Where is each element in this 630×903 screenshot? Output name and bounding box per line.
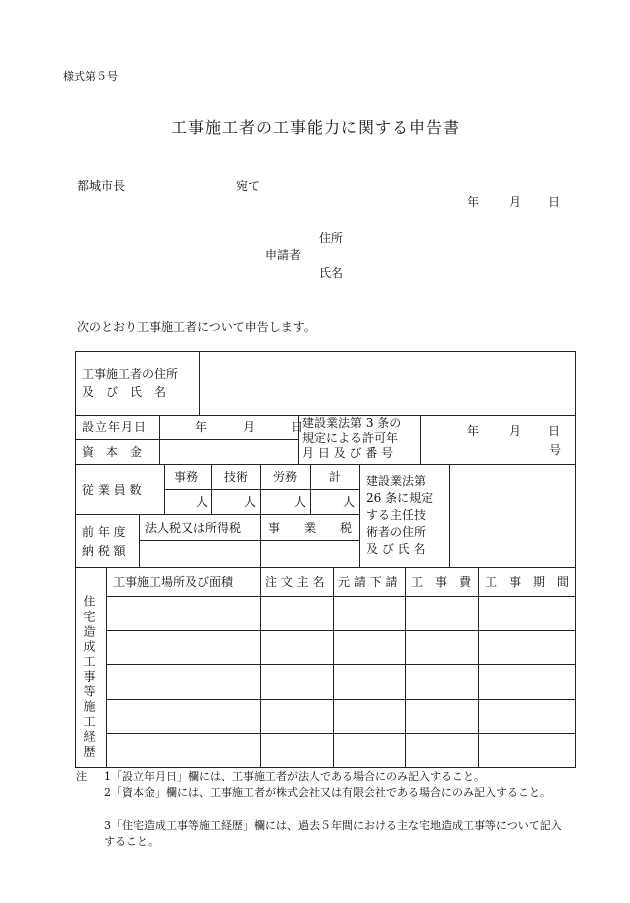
date-month: 月 xyxy=(509,195,522,209)
history-col-place: 工事施工場所及び面積 xyxy=(113,575,234,589)
emp-unit-tech: 人 xyxy=(244,495,257,509)
emp-unit-office: 人 xyxy=(196,495,209,509)
permit-number: 号 xyxy=(549,443,562,457)
note-2: 2「資本金」欄には、工事施工者が株式会社又は有限会社である場合にのみ記入すること。 xyxy=(104,786,551,799)
permit-label-l3: 月 日 及 び 番 号 xyxy=(302,446,394,460)
chief-label-l5: 及 び 氏 名 xyxy=(366,542,426,556)
tax-corporate-label: 法人税又は所得税 xyxy=(145,521,242,535)
form-number: 様式第５号 xyxy=(63,70,118,83)
chief-label-l3: する主任技 xyxy=(366,508,427,522)
page-title: 工事施工者の工事能力に関する申告書 xyxy=(171,118,461,137)
chief-label-l4: 術者の住所 xyxy=(366,525,427,539)
contractor-label-l2: 及 び 氏 名 xyxy=(82,385,167,399)
permit-year: 年 xyxy=(467,424,480,438)
capital-label: 資 本 金 xyxy=(82,445,143,459)
notes-prefix: 注 xyxy=(76,770,87,783)
note-1: 1「設立年月日」欄には、工事施工者が法人である場合にのみ記入すること。 xyxy=(104,770,485,783)
note-3: 3「住宅造成工事等施工経歴」欄には、過去５年間における主な宅地造成工事等について記入すること。 xyxy=(104,819,562,848)
chief-field[interactable] xyxy=(450,465,575,567)
history-col-contract: 元 請 下 請 xyxy=(338,575,398,589)
permit-day: 日 xyxy=(548,424,561,438)
contractor-label-l1: 工事施工者の住所 xyxy=(82,367,179,381)
emp-unit-total: 人 xyxy=(343,495,356,509)
permit-month: 月 xyxy=(509,424,522,438)
tax-label-l2: 納 税 額 xyxy=(82,544,126,558)
chief-label-l1: 建設業法第 xyxy=(366,474,427,488)
date-day: 日 xyxy=(548,195,561,209)
date-year: 年 xyxy=(467,195,480,209)
emp-col-total: 計 xyxy=(329,470,342,484)
tax-label-l1: 前 年 度 xyxy=(82,525,126,539)
history-label: 住宅造成工事等施工経歴 xyxy=(82,595,96,760)
addressee: 都城市長 xyxy=(77,179,126,193)
permit-label-l1: 建設業法第 3 条の xyxy=(302,416,402,430)
emp-col-office: 事務 xyxy=(174,470,199,484)
chief-label-l2: 26 条に規定 xyxy=(366,491,434,505)
capital-field[interactable] xyxy=(160,440,298,464)
addressee-suffix: 宛て xyxy=(236,179,261,193)
applicant-label: 申請者 xyxy=(265,248,302,262)
address-label: 住所 xyxy=(319,231,344,245)
name-label: 氏名 xyxy=(319,266,344,280)
intro-text: 次のとおり工事施工者について申告します。 xyxy=(77,320,316,334)
permit-label-l2: 規定による許可年 xyxy=(302,431,399,445)
emp-col-labor: 労務 xyxy=(273,470,298,484)
tax-corporate-field[interactable] xyxy=(140,541,260,567)
established-label: 設立年月日 xyxy=(82,420,148,434)
history-col-period: 工 事 期 間 xyxy=(485,575,570,589)
emp-unit-labor: 人 xyxy=(294,495,307,509)
employees-label: 従 業 員 数 xyxy=(82,483,142,497)
tax-business-field[interactable] xyxy=(261,541,359,567)
emp-col-tech: 技術 xyxy=(224,470,249,484)
history-col-client: 注 文 主 名 xyxy=(265,575,325,589)
tax-business-label: 事 業 税 xyxy=(268,521,353,535)
history-col-cost: 工 事 費 xyxy=(411,575,472,589)
contractor-field[interactable] xyxy=(200,352,575,414)
established-value[interactable]: 年 月 日 xyxy=(195,420,304,434)
